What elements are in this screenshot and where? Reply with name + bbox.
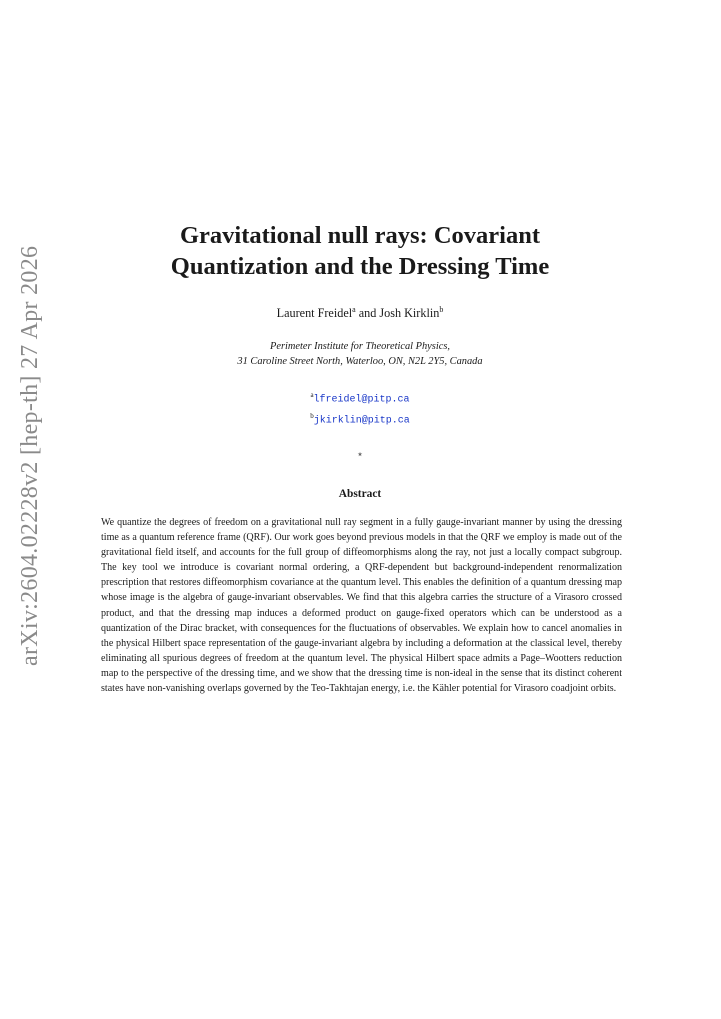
email-mark: a: [310, 391, 314, 399]
affiliation-line: Perimeter Institute for Theoretical Physics,: [270, 341, 450, 352]
email-row: [100, 408, 620, 429]
email-row: [100, 387, 620, 408]
title-line-1: Gravitational null rays: Covariant: [179, 222, 540, 249]
email-list: [100, 387, 620, 430]
title-line-2: Quantization and the Dressing Time: [170, 253, 550, 280]
affiliation-line: 31 Caroline Street North, Waterloo, ON, N2L 2Y5, Canada: [237, 356, 483, 367]
email-link[interactable]: lfreidel@pitp.ca: [313, 394, 410, 406]
affiliation-mark: b: [439, 305, 444, 314]
author-name: Josh Kirklin: [379, 306, 440, 321]
star-separator-icon: ⋆: [356, 447, 364, 461]
abstract-text: We quantize the degrees of freedom on a gravitational null ray segment in a fully gauge-invariant manner by using the dressing time as a quantum reference frame (QRF). Our work goes beyond previous models in that the QRF we employ is made out of the gravitational field itself, and accounts for the full group of diffeomorphisms along the ray, not just a locally compact subgroup. The key tool we introduce is covariant normal ordering, a QRF-dependent but background-independent renormalization prescription that restores diffeomorphism covariance at the quantum level. This enables the definition of a quantum dressing map whose image is the algebra of gauge-invariant observables. We find that this algebra carries the structure of a Virasoro crossed product, and that the dressing map induces a deformed product on gauge-fixed operators which can be understood as a quantization of the Dirac bracket, with consequences for the fluctuations of observables. We explain how to cancel anomalies in the physical Hilbert space representation of the gauge-invariant algebra by including a deformation at the classical level, thereby eliminating all spurious degrees of freedom at the quantum level. The physical Hilbert space admits a Page–Wootters reduction map to the perspective of the dressing time, and we show that the dressing time is non-ideal in the sense that its distinct coherent states have non-vanishing overlaps governed by the Teo-Takhtajan energy, i.e. the Kähler potential for Virasoro coadjoint orbits.: [101, 517, 622, 695]
abstract-heading: Abstract: [338, 488, 382, 500]
author-name: Laurent Freidel: [276, 306, 353, 321]
email-mark: b: [310, 412, 314, 421]
author-conjunction: and: [355, 306, 380, 321]
affiliation: [100, 339, 620, 369]
email-link[interactable]: jkirklin@pitp.ca: [313, 415, 410, 427]
arxiv-identifier-stamp: arXiv:2604.02228v2 [hep-th] 27 Apr 2026: [17, 245, 43, 666]
paper-title: [100, 220, 620, 282]
author-list: [100, 305, 620, 321]
affiliation-mark: a: [352, 305, 356, 314]
